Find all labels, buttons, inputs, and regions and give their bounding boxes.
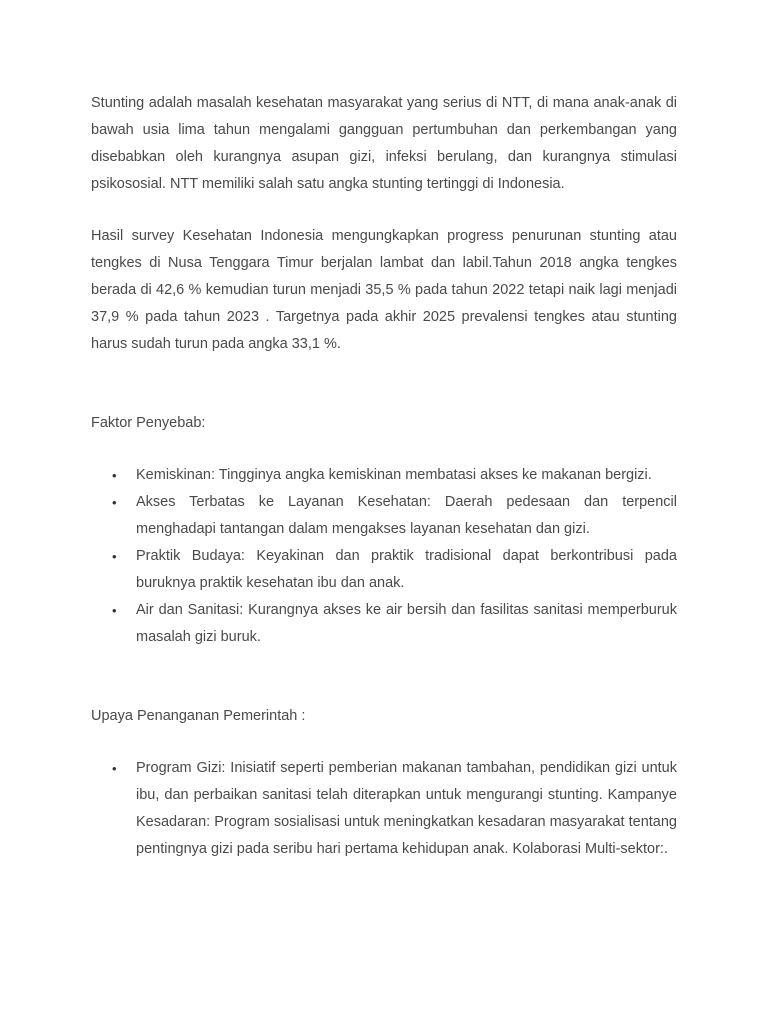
bullet-icon: • bbox=[112, 468, 117, 483]
list-item-text: Air dan Sanitasi: Kurangnya akses ke air bersih dan fasilitas sanitasi memperburuk masalah gizi buruk. bbox=[136, 602, 677, 645]
upaya-penanganan-list bbox=[91, 755, 677, 863]
bullet-icon: • bbox=[112, 495, 117, 510]
list-item bbox=[91, 755, 677, 863]
bullet-icon: • bbox=[112, 549, 117, 564]
faktor-penyebab-list bbox=[91, 462, 677, 651]
list-item bbox=[91, 597, 677, 651]
section-heading-faktor-penyebab: Faktor Penyebab: bbox=[91, 415, 206, 431]
intro-paragraph: Stunting adalah masalah kesehatan masyarakat yang serius di NTT, di mana anak-anak di bawah usia lima tahun mengalami gangguan pertumbuhan dan perkembangan yang disebabkan oleh kurangnya asupan gizi, infeksi berulang, dan kurangnya stimulasi psikososial. NTT memiliki salah satu angka stunting tertinggi di Indonesia. bbox=[91, 95, 677, 192]
section-heading-upaya-penanganan: Upaya Penanganan Pemerintah : bbox=[91, 708, 306, 724]
list-item-text: Praktik Budaya: Keyakinan dan praktik tradisional dapat berkontribusi pada buruknya praktik kesehatan ibu dan anak. bbox=[136, 548, 677, 591]
bullet-icon: • bbox=[112, 603, 117, 618]
list-item bbox=[91, 462, 677, 489]
list-item bbox=[91, 543, 677, 597]
document-page bbox=[91, 90, 677, 863]
list-item-text: Akses Terbatas ke Layanan Kesehatan: Daerah pedesaan dan terpencil menghadapi tantangan dalam mengakses layanan kesehatan dan gizi. bbox=[136, 494, 677, 537]
list-item bbox=[91, 489, 677, 543]
list-item-text: Program Gizi: Inisiatif seperti pemberian makanan tambahan, pendidikan gizi untuk ibu, dan perbaikan sanitasi telah diterapkan untuk mengurangi stunting. Kampanye Kesadaran: Program sosialisasi untuk meningkatkan kesadaran masyarakat tentang pentingnya gizi pada seribu hari pertama kehidupan anak. Kolaborasi Multi-sektor:. bbox=[136, 760, 677, 857]
bullet-icon: • bbox=[112, 761, 117, 776]
list-item-text: Kemiskinan: Tingginya angka kemiskinan membatasi akses ke makanan bergizi. bbox=[136, 467, 652, 483]
survey-paragraph: Hasil survey Kesehatan Indonesia mengungkapkan progress penurunan stunting atau tengkes di Nusa Tenggara Timur berjalan lambat dan labil.Tahun 2018 angka tengkes berada di 42,6 % kemudian turun menjadi 35,5 % pada tahun 2022 tetapi naik lagi menjadi 37,9 % pada tahun 2023 . Targetnya pada akhir 2025 prevalensi tengkes atau stunting harus sudah turun pada angka 33,1 %. bbox=[91, 228, 677, 352]
